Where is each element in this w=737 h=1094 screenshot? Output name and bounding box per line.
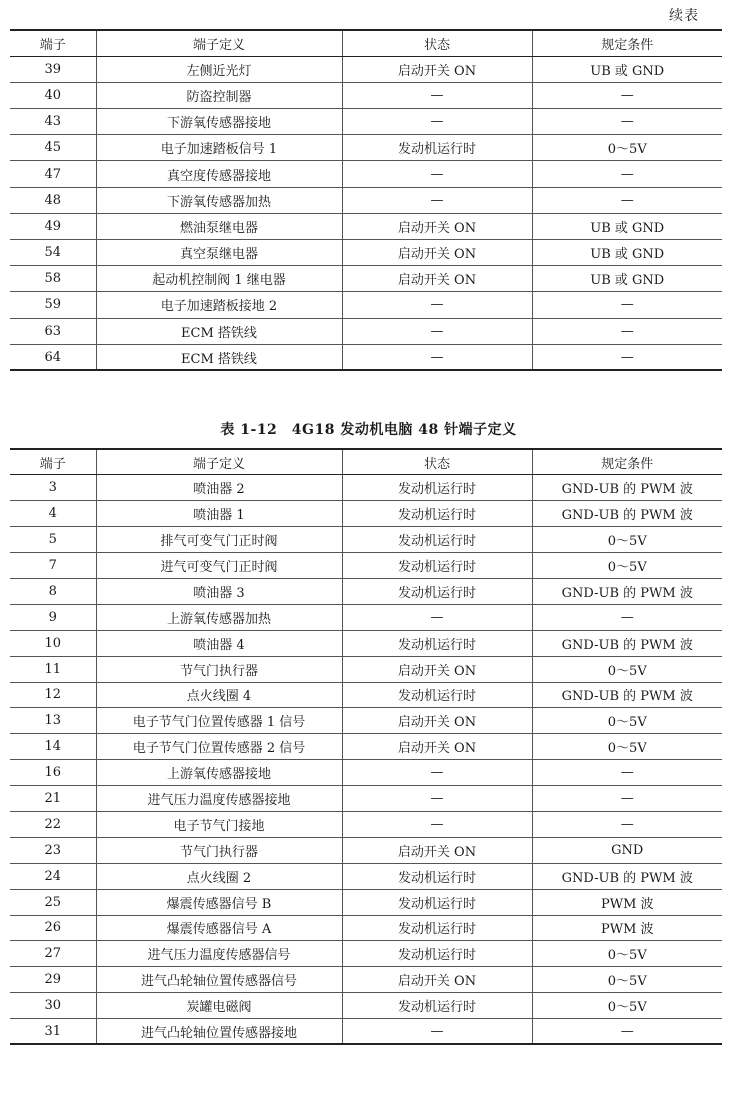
table-row [10, 135, 722, 161]
cell-terminal: 26 [10, 915, 96, 941]
cell-terminal: 4 [10, 501, 96, 527]
cell-definition: 下游氧传感器接地 [96, 109, 342, 135]
cell-state: 发动机运行时 [342, 501, 532, 527]
cell-definition: ECM 搭铁线 [96, 318, 342, 344]
cell-terminal: 22 [10, 811, 96, 837]
cell-definition: 爆震传感器信号 A [96, 915, 342, 941]
table-row [10, 213, 722, 239]
header-condition: 规定条件 [532, 30, 722, 56]
terminal-table-48pin [10, 448, 722, 1045]
table-row [10, 344, 722, 370]
cell-definition: 上游氧传感器接地 [96, 760, 342, 786]
cell-state: 发动机运行时 [342, 630, 532, 656]
cell-state: 发动机运行时 [342, 915, 532, 941]
table-row [10, 760, 722, 786]
cell-state: 发动机运行时 [342, 993, 532, 1019]
cell-state: — [342, 318, 532, 344]
cell-terminal: 25 [10, 889, 96, 915]
cell-definition: 节气门执行器 [96, 656, 342, 682]
table-row [10, 187, 722, 213]
header-definition: 端子定义 [96, 30, 342, 56]
continued-label: 续表 [669, 8, 699, 24]
cell-definition: 真空泵继电器 [96, 240, 342, 266]
cell-terminal: 39 [10, 56, 96, 82]
cell-state: — [342, 786, 532, 812]
cell-terminal: 59 [10, 292, 96, 318]
cell-condition: — [532, 786, 722, 812]
table-row [10, 318, 722, 344]
cell-state: 发动机运行时 [342, 941, 532, 967]
cell-terminal: 58 [10, 266, 96, 292]
cell-definition: 喷油器 1 [96, 501, 342, 527]
table-row [10, 240, 722, 266]
cell-terminal: 54 [10, 240, 96, 266]
cell-condition: — [532, 1019, 722, 1045]
cell-state: — [342, 811, 532, 837]
table-row [10, 915, 722, 941]
header-terminal: 端子 [10, 449, 96, 475]
table-row [10, 941, 722, 967]
table-row [10, 292, 722, 318]
cell-definition: 进气凸轮轴位置传感器接地 [96, 1019, 342, 1045]
cell-state: 发动机运行时 [342, 135, 532, 161]
cell-definition: 电子节气门位置传感器 1 信号 [96, 708, 342, 734]
cell-terminal: 64 [10, 344, 96, 370]
cell-terminal: 3 [10, 475, 96, 501]
cell-state: 发动机运行时 [342, 863, 532, 889]
cell-condition: — [532, 811, 722, 837]
cell-condition: GND-UB 的 PWM 波 [532, 578, 722, 604]
cell-state: 发动机运行时 [342, 682, 532, 708]
cell-terminal: 48 [10, 187, 96, 213]
cell-definition: 燃油泵继电器 [96, 213, 342, 239]
cell-terminal: 45 [10, 135, 96, 161]
table-row [10, 56, 722, 82]
cell-definition: 下游氧传感器加热 [96, 187, 342, 213]
cell-definition: 上游氧传感器加热 [96, 604, 342, 630]
cell-state: — [342, 1019, 532, 1045]
cell-state: 启动开关 ON [342, 967, 532, 993]
table-row [10, 1019, 722, 1045]
cell-state: 启动开关 ON [342, 213, 532, 239]
table-caption: 表 1-12 4G18 发动机电脑 48 针端子定义 [220, 422, 517, 438]
cell-terminal: 21 [10, 786, 96, 812]
cell-condition: PWM 波 [532, 915, 722, 941]
cell-condition: 0～5V [532, 993, 722, 1019]
cell-condition: PWM 波 [532, 889, 722, 915]
cell-state: — [342, 292, 532, 318]
cell-definition: 电子加速踏板接地 2 [96, 292, 342, 318]
cell-terminal: 5 [10, 527, 96, 553]
cell-definition: 电子节气门接地 [96, 811, 342, 837]
table-row [10, 708, 722, 734]
cell-definition: 进气可变气门正时阀 [96, 553, 342, 579]
cell-state: 发动机运行时 [342, 475, 532, 501]
cell-state: 发动机运行时 [342, 553, 532, 579]
table-row [10, 553, 722, 579]
cell-state: — [342, 82, 532, 108]
cell-terminal: 14 [10, 734, 96, 760]
cell-condition: 0～5V [532, 967, 722, 993]
cell-condition: 0～5V [532, 941, 722, 967]
table1-body [10, 56, 722, 370]
cell-terminal: 23 [10, 837, 96, 863]
cell-state: — [342, 109, 532, 135]
cell-definition: 起动机控制阀 1 继电器 [96, 266, 342, 292]
cell-definition: 左侧近光灯 [96, 56, 342, 82]
cell-condition: UB 或 GND [532, 266, 722, 292]
cell-condition: UB 或 GND [532, 56, 722, 82]
table-header-row [10, 449, 722, 475]
cell-definition: 爆震传感器信号 B [96, 889, 342, 915]
cell-definition: 喷油器 2 [96, 475, 342, 501]
table-row [10, 734, 722, 760]
cell-state: — [342, 344, 532, 370]
cell-definition: 防盗控制器 [96, 82, 342, 108]
table-row [10, 682, 722, 708]
cell-state: — [342, 604, 532, 630]
cell-state: 启动开关 ON [342, 266, 532, 292]
cell-terminal: 27 [10, 941, 96, 967]
header-condition: 规定条件 [532, 449, 722, 475]
cell-terminal: 11 [10, 656, 96, 682]
table-row [10, 527, 722, 553]
cell-state: — [342, 161, 532, 187]
table-row [10, 82, 722, 108]
table2-body [10, 475, 722, 1045]
cell-definition: 炭罐电磁阀 [96, 993, 342, 1019]
table-row [10, 630, 722, 656]
cell-terminal: 49 [10, 213, 96, 239]
cell-condition: — [532, 344, 722, 370]
cell-condition: GND-UB 的 PWM 波 [532, 501, 722, 527]
table-header-row [10, 30, 722, 56]
cell-terminal: 8 [10, 578, 96, 604]
cell-terminal: 40 [10, 82, 96, 108]
header-state: 状态 [342, 449, 532, 475]
table-row [10, 604, 722, 630]
cell-condition: GND-UB 的 PWM 波 [532, 863, 722, 889]
table-row [10, 109, 722, 135]
terminal-table-continued [10, 29, 722, 371]
cell-state: 启动开关 ON [342, 734, 532, 760]
cell-condition: 0～5V [532, 527, 722, 553]
cell-terminal: 63 [10, 318, 96, 344]
cell-condition: UB 或 GND [532, 240, 722, 266]
table-row [10, 837, 722, 863]
cell-definition: 进气凸轮轴位置传感器信号 [96, 967, 342, 993]
cell-terminal: 31 [10, 1019, 96, 1045]
cell-definition: 真空度传感器接地 [96, 161, 342, 187]
table-row [10, 889, 722, 915]
cell-definition: 电子加速踏板信号 1 [96, 135, 342, 161]
header-definition: 端子定义 [96, 449, 342, 475]
table-row [10, 811, 722, 837]
cell-definition: ECM 搭铁线 [96, 344, 342, 370]
table-row [10, 967, 722, 993]
cell-state: 启动开关 ON [342, 56, 532, 82]
cell-state: — [342, 187, 532, 213]
cell-state: 发动机运行时 [342, 889, 532, 915]
cell-terminal: 47 [10, 161, 96, 187]
cell-condition: 0～5V [532, 734, 722, 760]
cell-definition: 喷油器 4 [96, 630, 342, 656]
table-row [10, 501, 722, 527]
cell-terminal: 12 [10, 682, 96, 708]
cell-state: 启动开关 ON [342, 837, 532, 863]
cell-state: 启动开关 ON [342, 656, 532, 682]
cell-terminal: 16 [10, 760, 96, 786]
cell-definition: 排气可变气门正时阀 [96, 527, 342, 553]
table-row [10, 266, 722, 292]
cell-condition: 0～5V [532, 708, 722, 734]
cell-condition: — [532, 604, 722, 630]
cell-condition: — [532, 187, 722, 213]
cell-terminal: 9 [10, 604, 96, 630]
cell-condition: — [532, 318, 722, 344]
cell-condition: — [532, 161, 722, 187]
cell-condition: — [532, 109, 722, 135]
cell-definition: 喷油器 3 [96, 578, 342, 604]
cell-condition: 0～5V [532, 656, 722, 682]
cell-condition: UB 或 GND [532, 213, 722, 239]
table-row [10, 786, 722, 812]
cell-terminal: 13 [10, 708, 96, 734]
cell-condition: 0～5V [532, 553, 722, 579]
cell-condition: 0～5V [532, 135, 722, 161]
cell-definition: 进气压力温度传感器接地 [96, 786, 342, 812]
cell-condition: — [532, 760, 722, 786]
cell-state: 发动机运行时 [342, 578, 532, 604]
table-row [10, 863, 722, 889]
cell-definition: 电子节气门位置传感器 2 信号 [96, 734, 342, 760]
table-row [10, 578, 722, 604]
cell-condition: GND-UB 的 PWM 波 [532, 630, 722, 656]
table-row [10, 656, 722, 682]
cell-state: 发动机运行时 [342, 527, 532, 553]
cell-terminal: 43 [10, 109, 96, 135]
cell-terminal: 29 [10, 967, 96, 993]
table-row [10, 161, 722, 187]
cell-condition: — [532, 82, 722, 108]
cell-condition: — [532, 292, 722, 318]
header-state: 状态 [342, 30, 532, 56]
cell-condition: GND-UB 的 PWM 波 [532, 682, 722, 708]
cell-definition: 进气压力温度传感器信号 [96, 941, 342, 967]
table-row [10, 475, 722, 501]
cell-state: 启动开关 ON [342, 240, 532, 266]
cell-terminal: 24 [10, 863, 96, 889]
cell-condition: GND-UB 的 PWM 波 [532, 475, 722, 501]
cell-definition: 点火线圈 4 [96, 682, 342, 708]
cell-terminal: 7 [10, 553, 96, 579]
table-row [10, 993, 722, 1019]
header-terminal: 端子 [10, 30, 96, 56]
cell-state: — [342, 760, 532, 786]
cell-terminal: 10 [10, 630, 96, 656]
cell-condition: GND [532, 837, 722, 863]
cell-definition: 节气门执行器 [96, 837, 342, 863]
cell-terminal: 30 [10, 993, 96, 1019]
cell-definition: 点火线圈 2 [96, 863, 342, 889]
cell-state: 启动开关 ON [342, 708, 532, 734]
